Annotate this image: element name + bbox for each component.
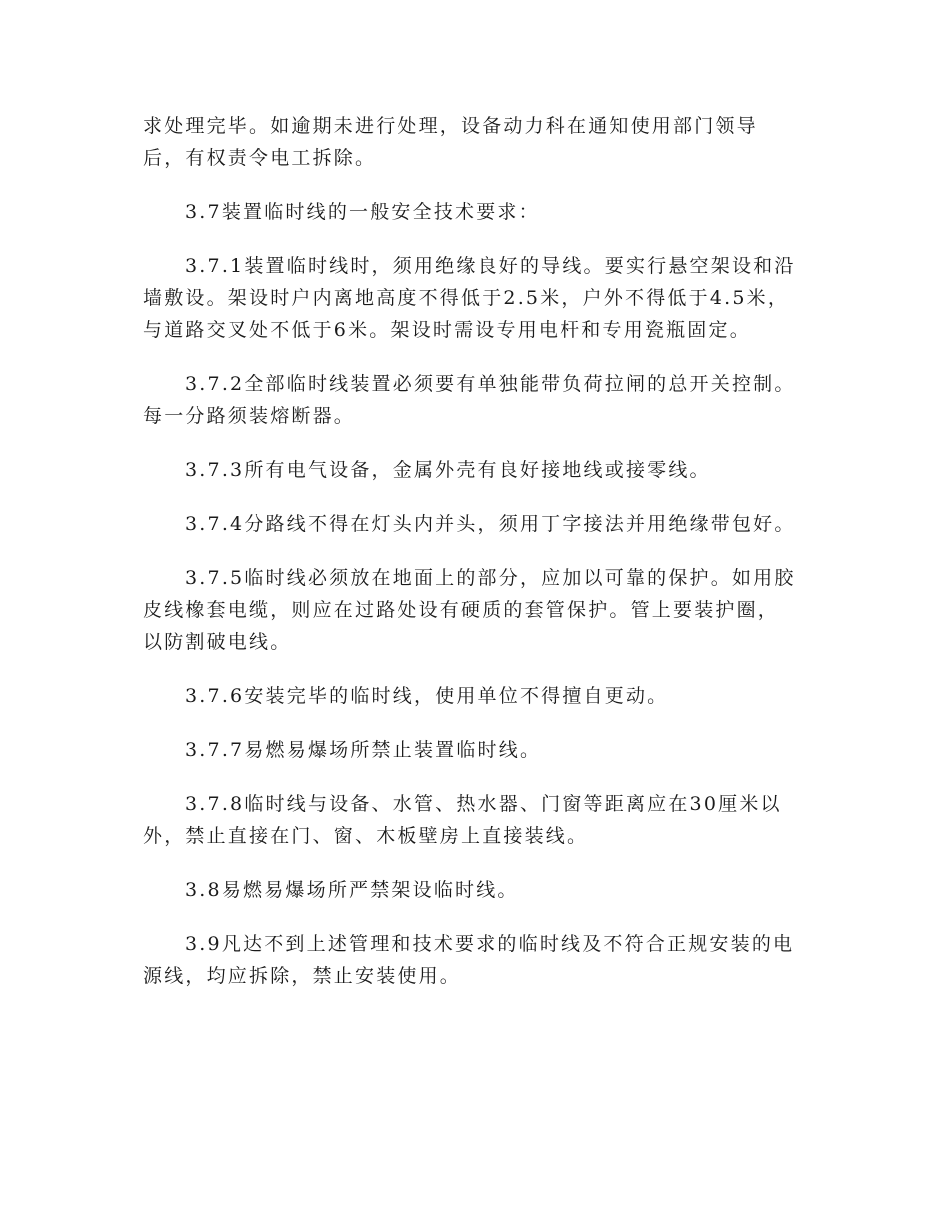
paragraph-3-7-1 <box>143 250 823 346</box>
paragraph-3-7-4 <box>143 508 823 540</box>
text-line: 外，禁止直接在门、窗、木板壁房上直接装线。 <box>143 825 589 847</box>
text-line: 与道路交叉处不低于6米。架设时需设专用电杆和专用瓷瓶固定。 <box>143 319 751 341</box>
paragraph-3-7-3 <box>143 454 823 486</box>
paragraph-3-7-5 <box>143 562 823 658</box>
text-line: 源线，均应拆除，禁止安装使用。 <box>143 965 462 987</box>
paragraph-3-8 <box>143 874 823 906</box>
paragraph-3-9 <box>143 928 823 992</box>
text-line: 3.7.2全部临时线装置必须要有单独能带负荷拉闸的总开关控制。 <box>185 373 796 395</box>
text-line: 3.7.1装置临时线时，须用绝缘良好的导线。要实行悬空架设和沿 <box>185 255 796 277</box>
text-line: 后，有权责令电工拆除。 <box>143 147 377 169</box>
document-body <box>143 110 823 1014</box>
text-line: 3.7.8临时线与设备、水管、热水器、门窗等距离应在30厘米以 <box>185 793 782 815</box>
text-line: 3.7.6安装完毕的临时线，使用单位不得擅自更动。 <box>185 685 669 707</box>
text-line: 3.7.4分路线不得在灯头内并头，须用丁字接法并用绝缘带包好。 <box>185 513 796 535</box>
text-line: 3.7.5临时线必须放在地面上的部分，应加以可靠的保护。如用胶 <box>185 567 796 589</box>
paragraph <box>143 110 823 174</box>
text-line: 3.9凡达不到上述管理和技术要求的临时线及不符合正规安装的电 <box>185 933 795 955</box>
text-line: 3.8易燃易爆场所严禁架设临时线。 <box>185 879 519 901</box>
paragraph-3-7-7 <box>143 734 823 766</box>
text-line: 3.7装置临时线的一般安全技术要求： <box>185 201 540 223</box>
section-heading-3-7 <box>143 196 823 228</box>
text-line: 求处理完毕。如逾期未进行处理，设备动力科在通知使用部门领导 <box>143 115 758 137</box>
text-line: 3.7.3所有电气设备，金属外壳有良好接地线或接零线。 <box>185 459 711 481</box>
paragraph-3-7-8 <box>143 788 823 852</box>
text-line: 3.7.7易燃易爆场所禁止装置临时线。 <box>185 739 542 761</box>
text-line: 墙敷设。架设时户内离地高度不得低于2.5米，户外不得低于4.5米， <box>143 287 790 309</box>
paragraph-3-7-2 <box>143 368 823 432</box>
text-line: 每一分路须装熔断器。 <box>143 405 356 427</box>
text-line: 以防割破电线。 <box>143 631 292 653</box>
paragraph-3-7-6 <box>143 680 823 712</box>
text-line: 皮线橡套电缆，则应在过路处设有硬质的套管保护。管上要装护圈， <box>143 599 780 621</box>
